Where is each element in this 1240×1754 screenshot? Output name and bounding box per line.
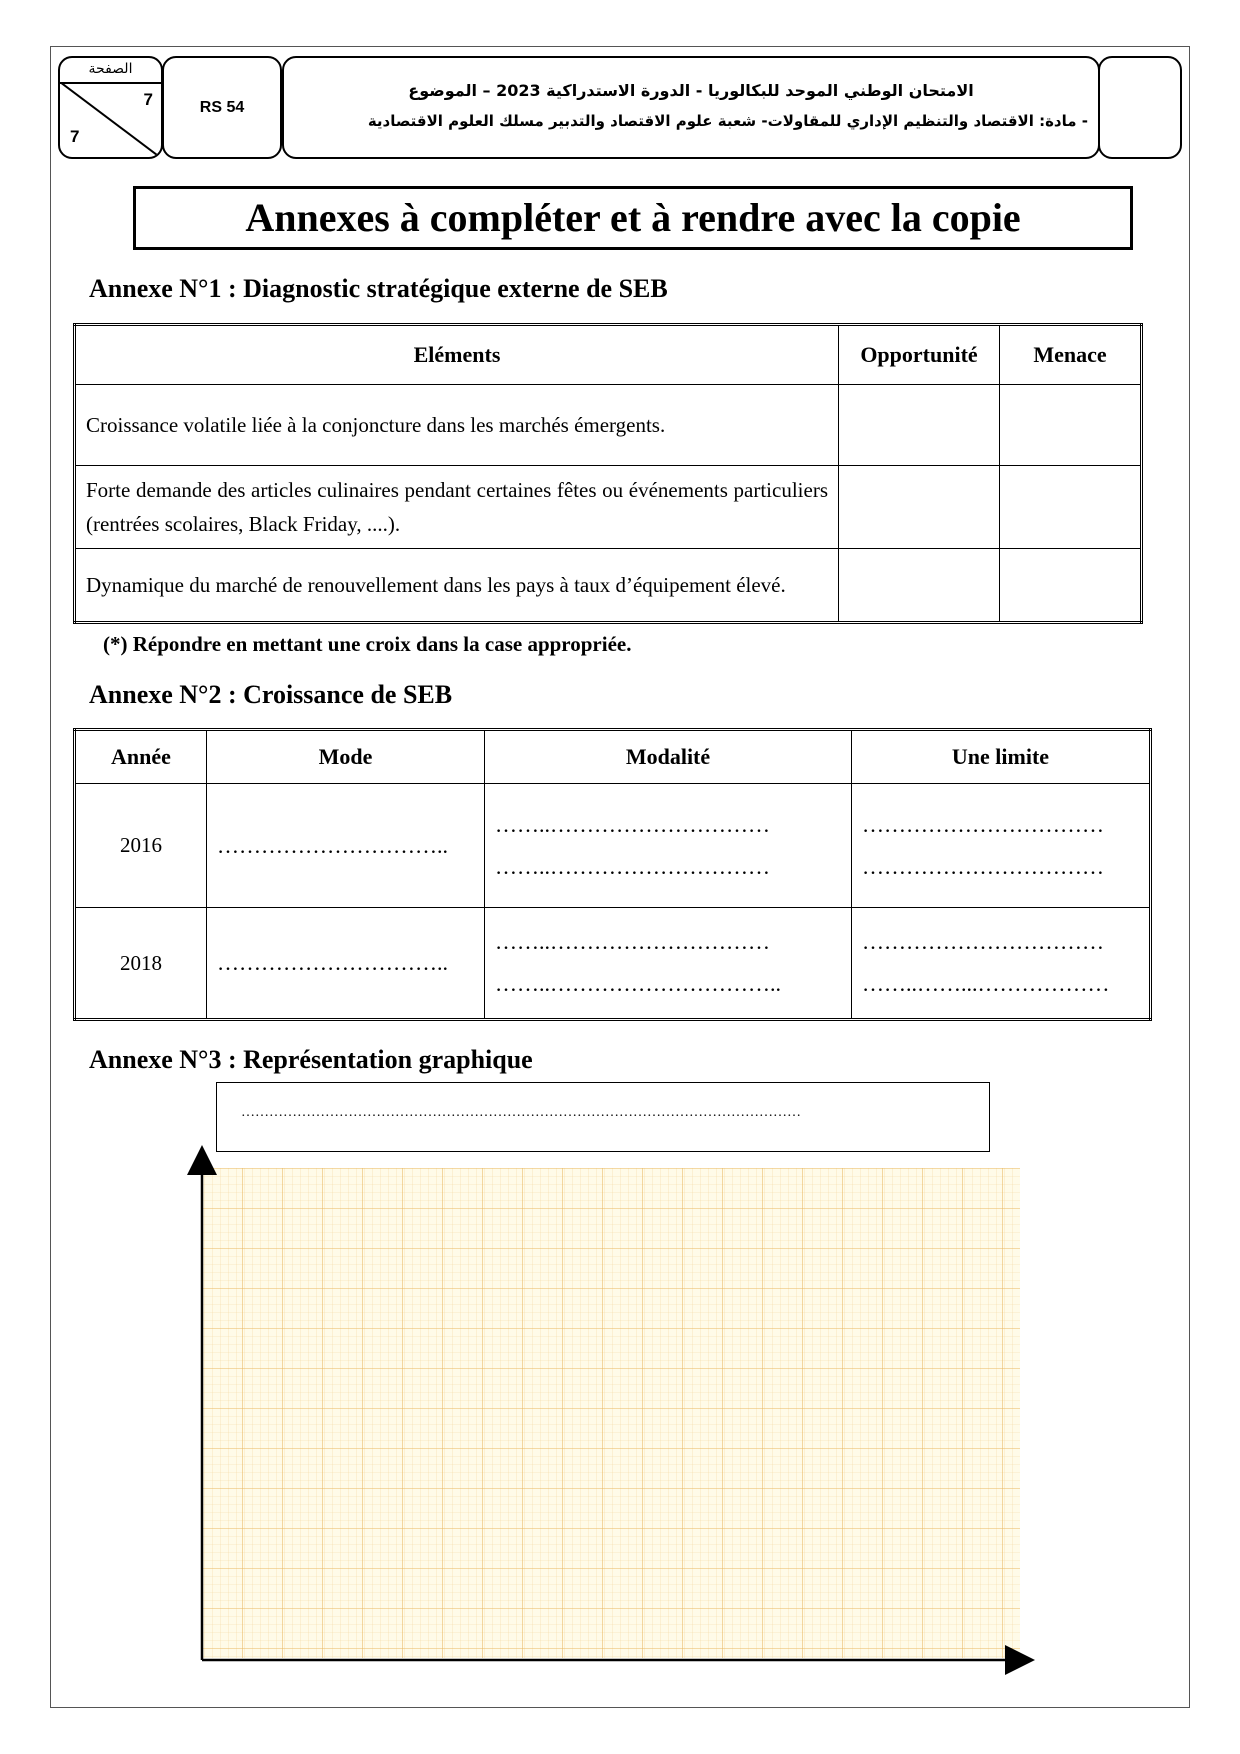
modalite-line: ……..…………………………	[495, 811, 770, 837]
year-cell: 2016	[75, 784, 207, 908]
table-header-row	[75, 325, 1142, 385]
limite-line: ……………………………	[862, 811, 1104, 837]
blank-header-box	[1098, 56, 1182, 159]
menace-checkbox[interactable]	[1000, 466, 1142, 549]
header-elements: Eléments	[75, 325, 839, 385]
table-row	[75, 784, 1151, 908]
exam-header	[282, 56, 1100, 159]
annexe1-table	[73, 323, 1143, 624]
modalite-field[interactable]	[485, 908, 852, 1020]
menace-checkbox[interactable]	[1000, 549, 1142, 623]
page-title: Annexes à compléter et à rendre avec la copie	[133, 186, 1133, 250]
graph-title-field[interactable]	[216, 1082, 990, 1152]
limite-line: ……………………………	[862, 929, 1104, 954]
header-mode: Mode	[207, 730, 485, 784]
header-limite: Une limite	[852, 730, 1151, 784]
annexe1-note: (*) Répondre en mettant une croix dans la case appropriée.	[103, 632, 632, 656]
table-row	[75, 549, 1142, 623]
limite-field[interactable]	[852, 908, 1151, 1020]
annexe1-title: Annexe N°1 : Diagnostic stratégique externe de SEB	[89, 274, 668, 303]
table-header-row	[75, 730, 1151, 784]
page-total: 7	[70, 127, 80, 146]
modalite-field[interactable]	[485, 784, 852, 908]
table-row	[75, 908, 1151, 1020]
element-cell: Forte demande des articles culinaires pendant certaines fêtes ou événements particuliers (rentrées scolaires, Black Friday, ....).	[75, 466, 839, 549]
header-modalite: Modalité	[485, 730, 852, 784]
opportunite-checkbox[interactable]	[839, 466, 1000, 549]
limite-line: ……………………………	[862, 853, 1104, 879]
mode-field[interactable]: …………………………..	[207, 908, 485, 1020]
annexe3-title: Annexe N°3 : Représentation graphique	[89, 1045, 533, 1074]
header-annee: Année	[75, 730, 207, 784]
exam-line: الامتحان الوطني الموحد للبكالوريا - الدورة الاستدراكية 2023 – الموضوع	[408, 81, 974, 100]
modalite-line: ……..…………………………..	[495, 971, 781, 996]
limite-field[interactable]	[852, 784, 1151, 908]
annexe2-title: Annexe N°2 : Croissance de SEB	[89, 680, 453, 709]
opportunite-checkbox[interactable]	[839, 385, 1000, 466]
table-row	[75, 466, 1142, 549]
page-label: الصفحة	[60, 58, 161, 84]
element-cell: Dynamique du marché de renouvellement dans les pays à taux d’équipement élevé.	[75, 549, 839, 623]
element-cell: Croissance volatile liée à la conjoncture dans les marchés émergents.	[75, 385, 839, 466]
subject-line: - مادة: الاقتصاد والتنظيم الإداري للمقاولات- شعبة علوم الاقتصاد والتدبير مسلك العلوم الاقتصادية	[367, 112, 1088, 130]
mode-field[interactable]: …………………………..	[207, 784, 485, 908]
graph-title-dots: …………………………………………………………………………………………………………	[241, 1105, 801, 1120]
annexe2-table	[73, 728, 1152, 1021]
table-row	[75, 385, 1142, 466]
page-number-box	[58, 56, 163, 159]
limite-line: ……..……...………………	[862, 971, 1110, 996]
year-cell: 2018	[75, 908, 207, 1020]
menace-checkbox[interactable]	[1000, 385, 1142, 466]
page-number: 7	[143, 90, 153, 109]
modalite-line: ……..…………………………	[495, 929, 770, 954]
header-menace: Menace	[1000, 325, 1142, 385]
header-opportunite: Opportunité	[839, 325, 1000, 385]
opportunite-checkbox[interactable]	[839, 549, 1000, 623]
exam-code: RS 54	[162, 56, 282, 159]
modalite-line: ……..…………………………	[495, 853, 770, 879]
